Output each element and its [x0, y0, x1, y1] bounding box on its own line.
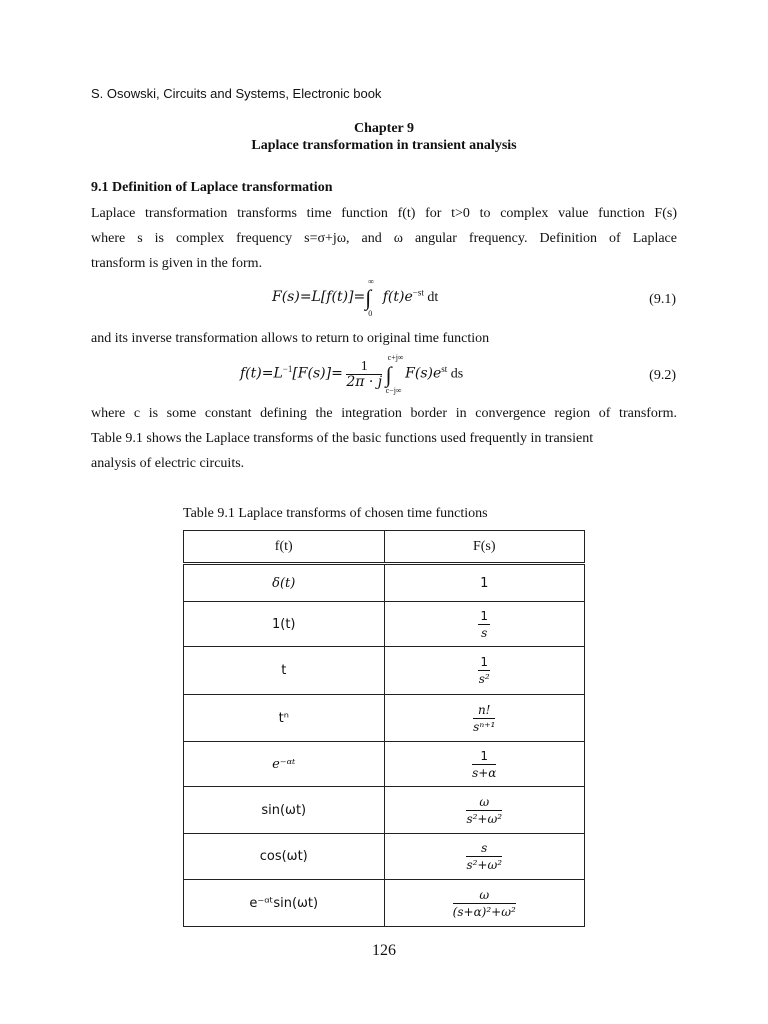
table-cell-ft: e⁻ᵅᵗ — [184, 742, 385, 787]
table-cell-ft: cos(ωt) — [184, 834, 385, 880]
eq2-exponent: st — [441, 364, 448, 375]
paragraph-1-line-1: Laplace transformation transforms time function f(t) for t>0 to complex value function F(s) — [91, 206, 677, 221]
table-cell-fs — [384, 695, 585, 742]
eq2-mid: [F(s)]= — [292, 365, 343, 382]
integral-sign-icon: ∫ — [385, 361, 392, 387]
eq1-lhs: F(s)=L[f(t)]= — [272, 289, 366, 306]
page-number: 126 — [372, 942, 396, 959]
table-cell-ft: sin(ωt) — [184, 787, 385, 834]
paragraph-3-line-2: Table 9.1 shows the Laplace transforms of the basic functions used frequently in transient — [91, 431, 594, 446]
table-row — [184, 880, 585, 927]
table-row — [184, 695, 585, 742]
eq1-exponent: −st — [412, 287, 424, 298]
equation-9-2-number: (9.2) — [649, 368, 676, 383]
eq1-integrand: f(t)e — [382, 289, 413, 306]
table-cell-ft: δ(t) — [184, 564, 385, 602]
chapter-title: Laplace transformation in transient analysis — [251, 138, 517, 153]
fraction-denominator: sⁿ⁺¹ — [473, 719, 496, 734]
table-row — [184, 647, 585, 695]
chapter-number: Chapter 9 — [353, 121, 415, 136]
fraction-numerator: n! — [473, 702, 495, 719]
eq1-upper-limit: ∞ — [368, 277, 374, 286]
table-cell-ft: 1(t) — [184, 602, 385, 647]
table-row — [184, 787, 585, 834]
paragraph-1-line-3: transform is given in the form. — [91, 256, 263, 271]
fraction — [473, 702, 495, 735]
table-header-fs: F(s) — [384, 531, 585, 564]
table-cell-fs — [384, 880, 585, 927]
eq2-lower-limit: c−j∞ — [385, 385, 402, 395]
fraction-numerator: ω — [466, 794, 502, 811]
table-cell-ft: t — [184, 647, 385, 695]
fraction-denominator: s² — [478, 672, 490, 686]
fraction — [478, 654, 490, 687]
table-row — [184, 742, 585, 787]
table-cell-fs — [384, 602, 585, 647]
fraction-denominator: (s+α)²+ω² — [452, 904, 516, 919]
fraction-numerator: ω — [453, 887, 516, 904]
table-row — [184, 602, 585, 647]
table-cell-fs — [384, 787, 585, 834]
table-cell-ft: e⁻ᵅᵗsin(ωt) — [184, 880, 385, 927]
eq2-integrand: F(s)e — [405, 365, 442, 382]
fraction-denominator: s²+ω² — [466, 858, 503, 872]
equation-9-1 — [272, 277, 439, 318]
fraction — [478, 608, 490, 641]
table-cell-fs: 1 — [384, 564, 585, 602]
fraction-numerator: 1 — [480, 655, 489, 669]
eq2-differential: ds — [450, 366, 464, 382]
fraction — [466, 840, 502, 873]
paragraph-3-line-3: analysis of electric circuits. — [91, 456, 245, 471]
table-header-row — [184, 531, 585, 564]
table-row — [184, 834, 585, 880]
fraction-numerator: s — [466, 840, 502, 857]
fraction — [466, 794, 502, 827]
table-cell-fs — [384, 742, 585, 787]
fraction — [453, 887, 516, 920]
integral-sign-icon: ∫ — [365, 285, 372, 310]
table-caption: Table 9.1 Laplace transforms of chosen time functions — [183, 506, 488, 521]
eq1-lower-limit: 0 — [368, 309, 373, 318]
paragraph-2: and its inverse transformation allows to return to original time function — [91, 331, 490, 346]
fraction-denominator: s+α — [472, 765, 497, 780]
eq1-differential: dt — [427, 290, 439, 306]
table-header-ft: f(t) — [184, 531, 385, 564]
eq2-inverse-exponent: −1 — [282, 364, 293, 375]
eq2-fraction — [346, 360, 382, 389]
section-heading: 9.1 Definition of Laplace transformation — [91, 180, 333, 195]
eq2-lhs: f(t)=L — [240, 365, 283, 382]
table-row — [184, 564, 585, 602]
laplace-transform-table — [183, 530, 585, 927]
running-header: S. Osowski, Circuits and Systems, Electronic book — [91, 86, 382, 101]
table-cell-fs — [384, 834, 585, 880]
paragraph-1-line-2: where s is complex frequency s=σ+jω, and ω angular frequency. Definition of Laplace — [91, 231, 677, 246]
fraction — [472, 748, 496, 781]
fraction-numerator: 1 — [472, 748, 496, 765]
eq2-upper-limit: c+j∞ — [387, 352, 404, 362]
fraction-denominator: s²+ω² — [466, 811, 503, 826]
fraction-numerator: 1 — [480, 608, 489, 623]
eq2-frac-num: 1 — [346, 360, 382, 375]
table-cell-ft: tⁿ — [184, 695, 385, 742]
equation-9-2 — [240, 352, 464, 395]
eq2-frac-den: 2π · j — [346, 374, 383, 390]
paragraph-3-line-1: where c is some constant defining the integration border in convergence region of transform. — [91, 406, 677, 421]
fraction-denominator: s — [481, 625, 488, 640]
equation-9-1-number: (9.1) — [649, 292, 676, 307]
table-cell-fs — [384, 647, 585, 695]
